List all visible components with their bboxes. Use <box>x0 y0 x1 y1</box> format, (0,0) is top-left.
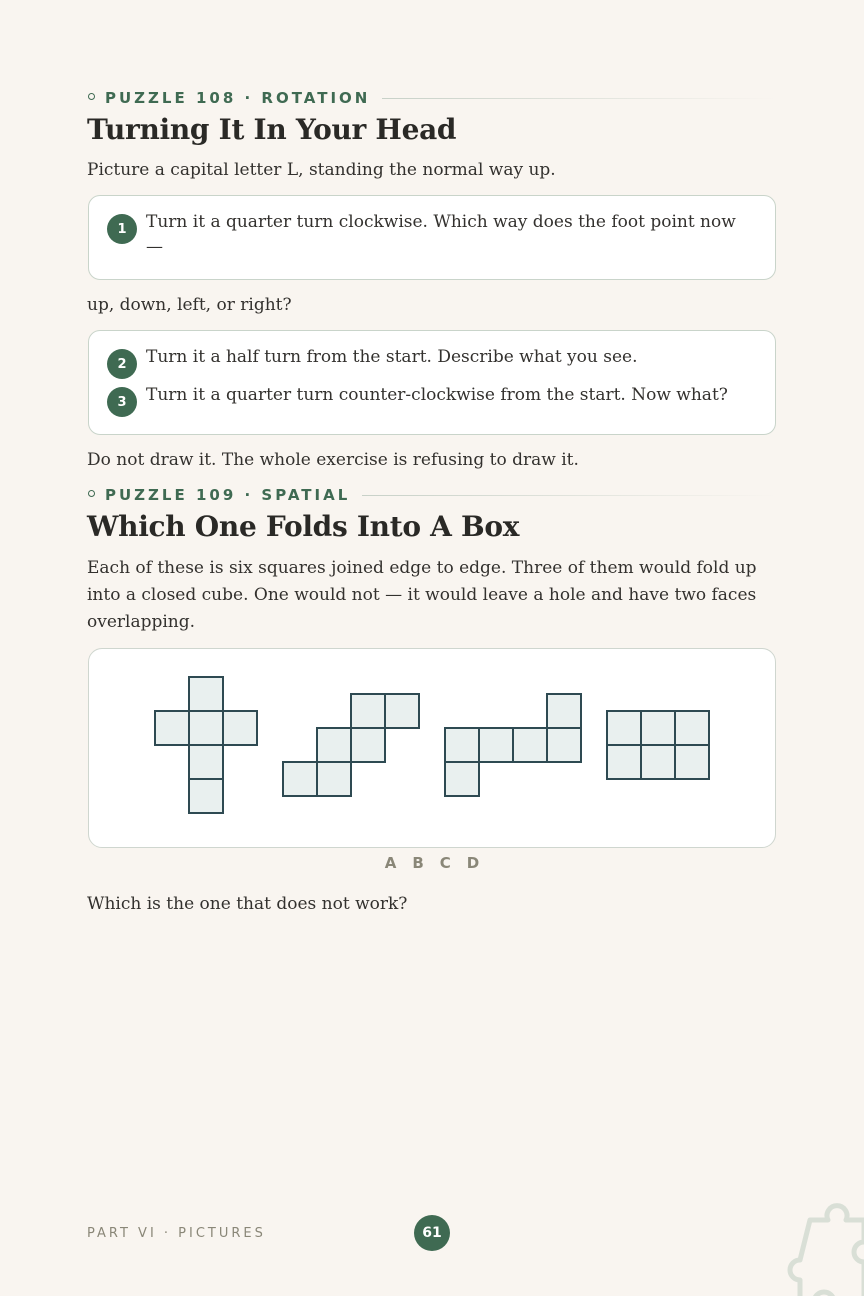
net-square <box>607 711 641 745</box>
net-square <box>385 694 419 728</box>
net-square <box>445 762 479 796</box>
net-square <box>479 728 513 762</box>
net-square <box>317 728 351 762</box>
step-text: Turn it a quarter turn counter-clockwise from the start. Now what? <box>146 385 728 405</box>
puzzle-108-closing: Do not draw it. The whole exercise is refusing to draw it. <box>87 450 579 470</box>
net-d <box>607 711 709 779</box>
figure-label-d: D <box>466 854 480 872</box>
puzzle-108-intro: Picture a capital letter L, standing the normal way up. <box>87 160 556 180</box>
steps-box-2 <box>88 330 776 435</box>
net-square <box>189 745 223 779</box>
puzzle-108-label-row <box>88 88 776 108</box>
figure-label-a: A <box>384 854 397 872</box>
step-text: Turn it a half turn from the start. Describe what you see. <box>146 347 638 367</box>
steps-box-1 <box>88 195 776 280</box>
puzzle-108-title: Turning It In Your Head <box>87 113 457 146</box>
footer-part-label: PART VI · PICTURES <box>87 1226 266 1241</box>
net-square <box>155 711 189 745</box>
net-square <box>189 711 223 745</box>
step-1 <box>107 210 755 260</box>
page-number-badge: 61 <box>414 1215 450 1251</box>
step-text: Turn it a quarter turn clockwise. Which way does the foot point now — <box>146 212 736 257</box>
net-square <box>317 762 351 796</box>
net-square <box>641 711 675 745</box>
net-square <box>223 711 257 745</box>
net-square <box>675 745 709 779</box>
net-square <box>351 728 385 762</box>
figure-label-c: C <box>439 854 451 872</box>
figure-labels <box>0 854 864 872</box>
net-square <box>513 728 547 762</box>
puzzle-piece-icon <box>780 1200 864 1296</box>
puzzle-109-question: Which is the one that does not work? <box>87 894 408 914</box>
cube-nets-figure <box>88 648 776 848</box>
puzzle-109-label-text: PUZZLE 109 · SPATIAL <box>105 486 351 504</box>
net-square <box>189 677 223 711</box>
puzzle-108-continuation: up, down, left, or right? <box>87 295 292 315</box>
puzzle-108-label-text: PUZZLE 108 · ROTATION <box>105 89 371 107</box>
net-square <box>283 762 317 796</box>
puzzle-109-label-row <box>88 485 776 505</box>
net-square <box>547 694 581 728</box>
net-square <box>607 745 641 779</box>
step-number-badge: 2 <box>107 349 137 379</box>
label-rule <box>362 495 776 496</box>
cube-nets-drawing <box>89 649 777 849</box>
net-square <box>351 694 385 728</box>
puzzle-108-label <box>88 89 370 107</box>
step-3 <box>107 383 755 417</box>
puzzle-109-title: Which One Folds Into A Box <box>87 510 520 543</box>
bullet-circle-icon <box>88 93 95 100</box>
step-number-badge: 3 <box>107 387 137 417</box>
puzzle-109-label <box>88 486 350 504</box>
step-2 <box>107 345 755 379</box>
net-square <box>445 728 479 762</box>
net-b <box>283 694 419 796</box>
step-number-badge: 1 <box>107 214 137 244</box>
net-c <box>445 694 581 796</box>
puzzle-109-intro: Each of these is six squares joined edge to edge. Three of them would fold up into a closed cube. One would not — it would leave a hole and have two faces overlapping. <box>87 558 757 632</box>
bullet-circle-icon <box>88 490 95 497</box>
net-a <box>155 677 257 813</box>
net-square <box>675 711 709 745</box>
figure-label-b: B <box>412 854 424 872</box>
net-square <box>189 779 223 813</box>
label-rule <box>382 98 776 99</box>
net-square <box>641 745 675 779</box>
net-square <box>547 728 581 762</box>
